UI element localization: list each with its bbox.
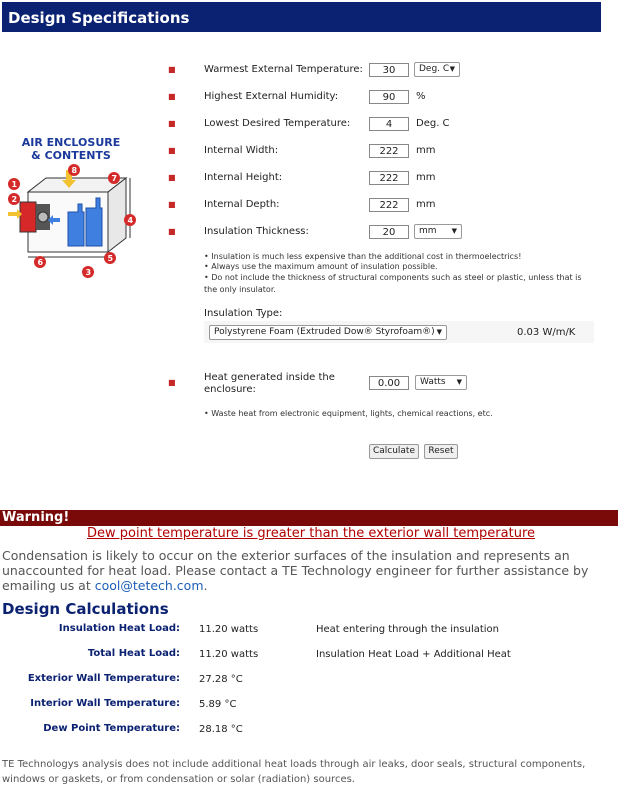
calc-value: 5.89 °C xyxy=(199,699,237,710)
reset-button[interactable]: Reset xyxy=(424,444,458,459)
diagram-title-line1: AIR ENCLOSURE xyxy=(21,136,121,149)
dropdown-arrow-icon: ▼ xyxy=(436,328,442,336)
badge-7: 7 xyxy=(111,174,118,183)
calculate-button[interactable]: Calculate xyxy=(369,444,419,459)
heat-exchanger-icon xyxy=(20,202,36,232)
calc-label: Interior Wall Temperature: xyxy=(30,698,180,709)
unit-label: Deg. C xyxy=(416,118,450,129)
heat-generated-input[interactable]: 0.00 xyxy=(369,376,409,390)
bullet-icon: ■ xyxy=(168,119,176,128)
note-item: • Always use the maximum amount of insulation possible. xyxy=(204,262,438,271)
field-label: Internal Depth: xyxy=(204,199,280,210)
field-label: Insulation Thickness: xyxy=(204,226,309,237)
calc-value: 11.20 watts xyxy=(199,649,259,660)
insulation-notes xyxy=(204,252,596,296)
insulation-conductivity: 0.03 W/m/K xyxy=(517,327,576,338)
field-label: Warmest External Temperature: xyxy=(204,64,363,75)
unit-label: mm xyxy=(416,199,436,210)
select-value: Deg. C xyxy=(419,64,450,74)
note-text: Insulation is much less expensive than the additional cost in thermoelectrics! xyxy=(211,252,522,261)
thickness-unit-select[interactable] xyxy=(414,224,462,239)
humidity-input[interactable]: 90 xyxy=(369,90,409,104)
calc-desc: Heat entering through the insulation xyxy=(316,624,500,635)
note-text: Always use the maximum amount of insulation possible. xyxy=(211,262,438,271)
warning-bar xyxy=(0,510,618,526)
unit-label: % xyxy=(416,91,426,102)
page-header xyxy=(2,2,601,32)
select-value: mm xyxy=(419,226,437,236)
calc-label: Insulation Heat Load: xyxy=(58,623,180,634)
height-input[interactable]: 222 xyxy=(369,171,409,185)
footer-disclaimer: TE Technologys analysis does not include additional heat loads through air leaks, door seals, structural components, windows or gaskets, or from condensation or solar (radiation) sources. xyxy=(2,759,586,785)
note-item: • Insulation is much less expensive than the additional cost in thermoelectrics! xyxy=(204,252,522,261)
field-label: Highest External Humidity: xyxy=(204,91,339,102)
note-item: • Do not include the thickness of structural components such as steel or plastic, unless that is the only insulator. xyxy=(204,273,582,294)
select-value: Polystyrene Foam (Extruded Dow® Styrofoam®) xyxy=(214,327,435,337)
calc-value: 28.18 °C xyxy=(199,724,243,735)
select-value: Watts xyxy=(420,377,446,387)
email-link[interactable]: cool@tetech.com xyxy=(94,578,204,593)
insulation-thickness-input[interactable]: 20 xyxy=(369,225,409,239)
insulation-type-select[interactable] xyxy=(209,325,447,340)
badge-5: 5 xyxy=(107,254,114,263)
field-label: Lowest Desired Temperature: xyxy=(204,118,351,129)
heat-unit-select[interactable] xyxy=(415,375,467,390)
lowest-temp-input[interactable]: 4 xyxy=(369,117,409,131)
note-text: Waste heat from electronic equipment, lights, chemical reactions, etc. xyxy=(211,409,493,418)
temp-unit-select[interactable] xyxy=(414,62,460,77)
bullet-icon: ■ xyxy=(168,65,176,74)
dew-point-warning: Dew point temperature is greater than the exterior wall temperature xyxy=(86,526,536,541)
calc-value: 11.20 watts xyxy=(199,624,259,635)
calc-label: Total Heat Load: xyxy=(87,648,180,659)
insulation-type-label: Insulation Type: xyxy=(204,308,283,319)
field-label: Internal Height: xyxy=(204,172,283,183)
badge-2: 2 xyxy=(11,195,18,204)
unit-label: mm xyxy=(416,145,436,156)
note-text: Do not include the thickness of structural components such as steel or plastic, unless that is the only insulator. xyxy=(204,273,582,294)
calc-label: Dew Point Temperature: xyxy=(43,723,180,734)
bullet-icon: ■ xyxy=(168,378,176,387)
diagram-title-line2: & CONTENTS xyxy=(31,149,111,162)
calc-label: Exterior Wall Temperature: xyxy=(27,673,180,684)
bullet-icon: ■ xyxy=(168,146,176,155)
warmest-temp-input[interactable]: 30 xyxy=(369,63,409,77)
badge-3: 3 xyxy=(85,268,92,277)
warning-title: Warning! xyxy=(2,510,70,525)
bullet-icon: ■ xyxy=(168,173,176,182)
heat-note: • Waste heat from electronic equipment, lights, chemical reactions, etc. xyxy=(204,409,493,418)
enclosure-illustration xyxy=(6,162,136,282)
badge-1: 1 xyxy=(11,180,18,189)
dropdown-arrow-icon: ▼ xyxy=(451,227,457,235)
bullet-icon: ■ xyxy=(168,200,176,209)
calc-value: 27.28 °C xyxy=(199,674,243,685)
badge-4: 4 xyxy=(127,216,134,225)
dropdown-arrow-icon: ▼ xyxy=(449,65,455,73)
calculations-title: Design Calculations xyxy=(2,600,169,618)
depth-input[interactable]: 222 xyxy=(369,198,409,212)
heat-label-line1: Heat generated inside the xyxy=(204,372,335,383)
bullet-icon: ■ xyxy=(168,227,176,236)
unit-label: mm xyxy=(416,172,436,183)
badge-6: 6 xyxy=(37,258,44,267)
calc-desc: Insulation Heat Load + Additional Heat xyxy=(316,649,511,660)
condensation-text: Condensation is likely to occur on the exterior surfaces of the insulation and represents an unaccounted for heat load. Please contact a TE Technology engineer for further assistance by emailing us at xyxy=(2,548,589,593)
page-title: Design Specifications xyxy=(8,9,190,27)
width-input[interactable]: 222 xyxy=(369,144,409,158)
field-label: Internal Width: xyxy=(204,145,279,156)
badge-8: 8 xyxy=(71,166,78,175)
heat-label-line2: enclosure: xyxy=(204,384,256,395)
dropdown-arrow-icon: ▼ xyxy=(456,378,462,386)
enclosure-diagram xyxy=(6,132,136,282)
period: . xyxy=(203,578,208,593)
bullet-icon: ■ xyxy=(168,92,176,101)
condensation-message xyxy=(2,548,614,593)
